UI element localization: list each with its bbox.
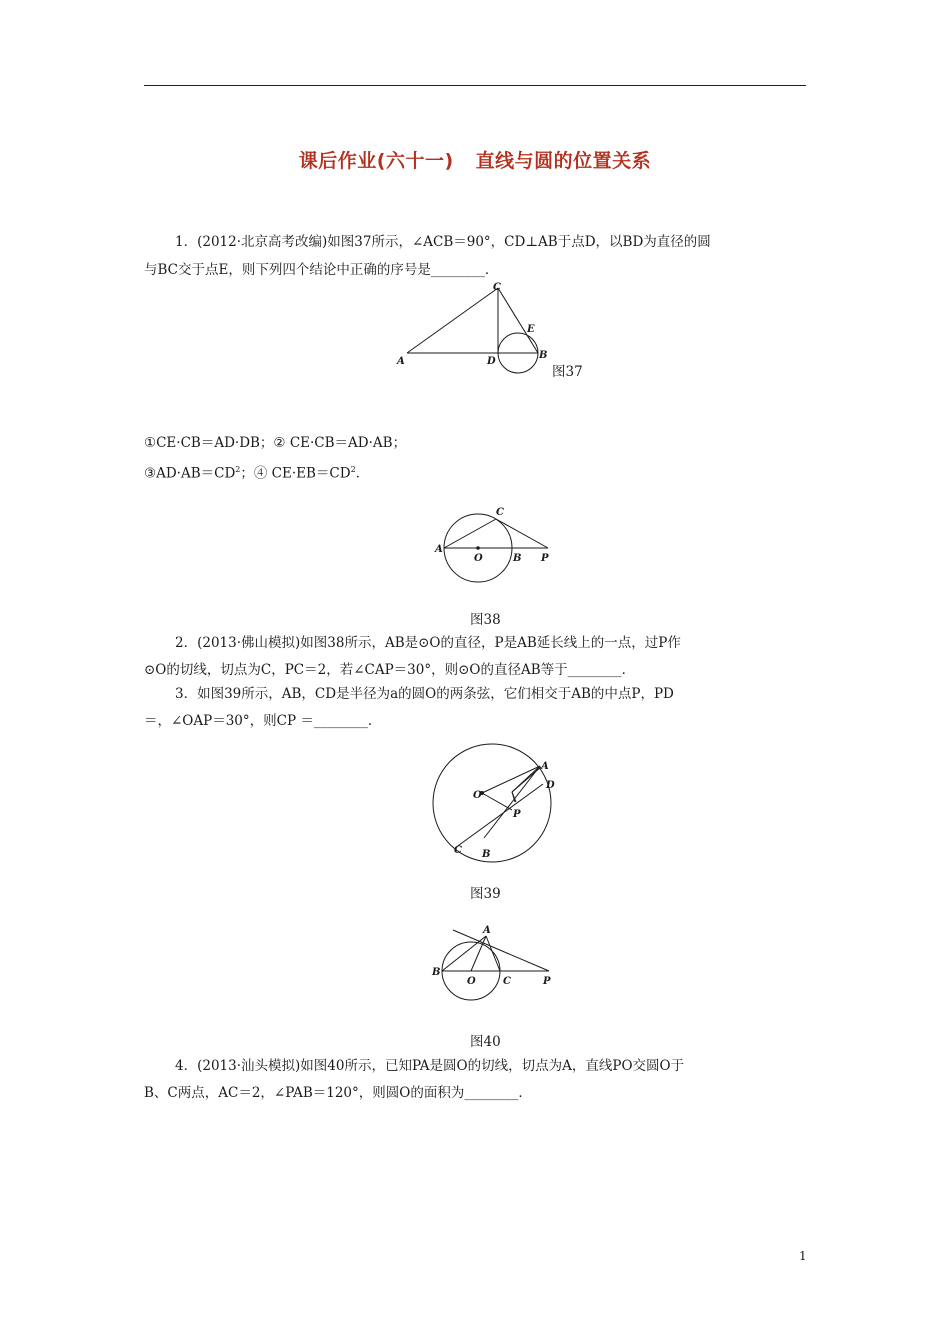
q2-text-line1: 2．(2013·佛山模拟)如图38所示，AB是⊙O的直径，P是AB延长线上的一点，过P作	[175, 635, 681, 651]
fig40-label-p: P	[543, 976, 551, 987]
title-sub: 直线与圆的位置关系	[475, 150, 652, 172]
fig38-label-b: B	[513, 553, 522, 564]
figure-40	[425, 920, 560, 1005]
fig40-label-o: O	[467, 976, 476, 987]
fig38-label-p: P	[541, 553, 549, 564]
page-number: 1	[799, 1249, 807, 1263]
fig39-label-b: B	[482, 849, 491, 860]
q2-text-line2: ⊙O的切线，切点为C，PC＝2，若∠CAP＝30°，则⊙O的直径AB等于________．	[144, 662, 636, 678]
figure-39-caption: 图39	[470, 886, 501, 902]
q4-text-line2: B、C两点，AC＝2，∠PAB＝120°，则圆O的面积为________．	[144, 1085, 532, 1101]
fig39-label-d: D	[546, 780, 555, 791]
q1-text-line2: 与BC交于点E，则下列四个结论中正确的序号是________．	[144, 262, 499, 278]
q4-text-line1: 4．(2013·汕头模拟)如图40所示，已知PA是圆O的切线，切点为A，直线PO交圆O于	[175, 1058, 685, 1074]
figure-38	[430, 503, 560, 588]
fig39-label-a: A	[541, 761, 549, 772]
fig39-label-p: P	[513, 809, 521, 820]
q1-text-line1: 1．(2012·北京高考改编)如图37所示，∠ACB＝90°，CD⊥AB于点D，以BD为直径的圆	[175, 234, 711, 250]
figure-37-caption: 图37	[552, 364, 583, 380]
figure-38-caption: 图38	[470, 612, 501, 628]
fig38-label-o: O	[474, 553, 483, 564]
figure-39	[425, 738, 570, 868]
q3-text-line1: 3．如图39所示，AB，CD是半径为a的圆O的两条弦，它们相交于AB的中点P，PD	[175, 686, 674, 702]
fig37-label-c: C	[493, 282, 501, 293]
fig39-label-c: C	[454, 845, 462, 856]
fig37-label-a: A	[397, 356, 405, 367]
fig40-label-c: C	[503, 976, 511, 987]
fig37-label-d: D	[487, 356, 496, 367]
q1-options-line1: ①CE·CB＝AD·DB；② CE·CB＝AD·AB；	[144, 435, 407, 451]
figure-40-caption: 图40	[470, 1034, 501, 1050]
fig38-center-dot	[476, 546, 480, 550]
title-main: 课后作业(六十一)	[298, 150, 454, 172]
fig40-label-a: A	[483, 925, 491, 936]
fig38-label-a: A	[435, 544, 443, 555]
figure-37	[390, 278, 550, 378]
q1-options-line2: $③AD\cdot AB=CD^2$；④ $CE\cdot EB=CD^2$．	[144, 465, 370, 482]
fig37-label-e: E	[527, 324, 535, 335]
page-title	[0, 146, 950, 173]
fig39-label-o: O	[473, 790, 482, 801]
fig40-label-b: B	[432, 967, 441, 978]
fig38-label-c: C	[496, 507, 504, 518]
q3-text-line2: ＝，∠OAP＝30°，则CP ＝________．	[144, 713, 382, 729]
header-rule	[144, 85, 806, 86]
fig37-label-b: B	[539, 350, 548, 361]
